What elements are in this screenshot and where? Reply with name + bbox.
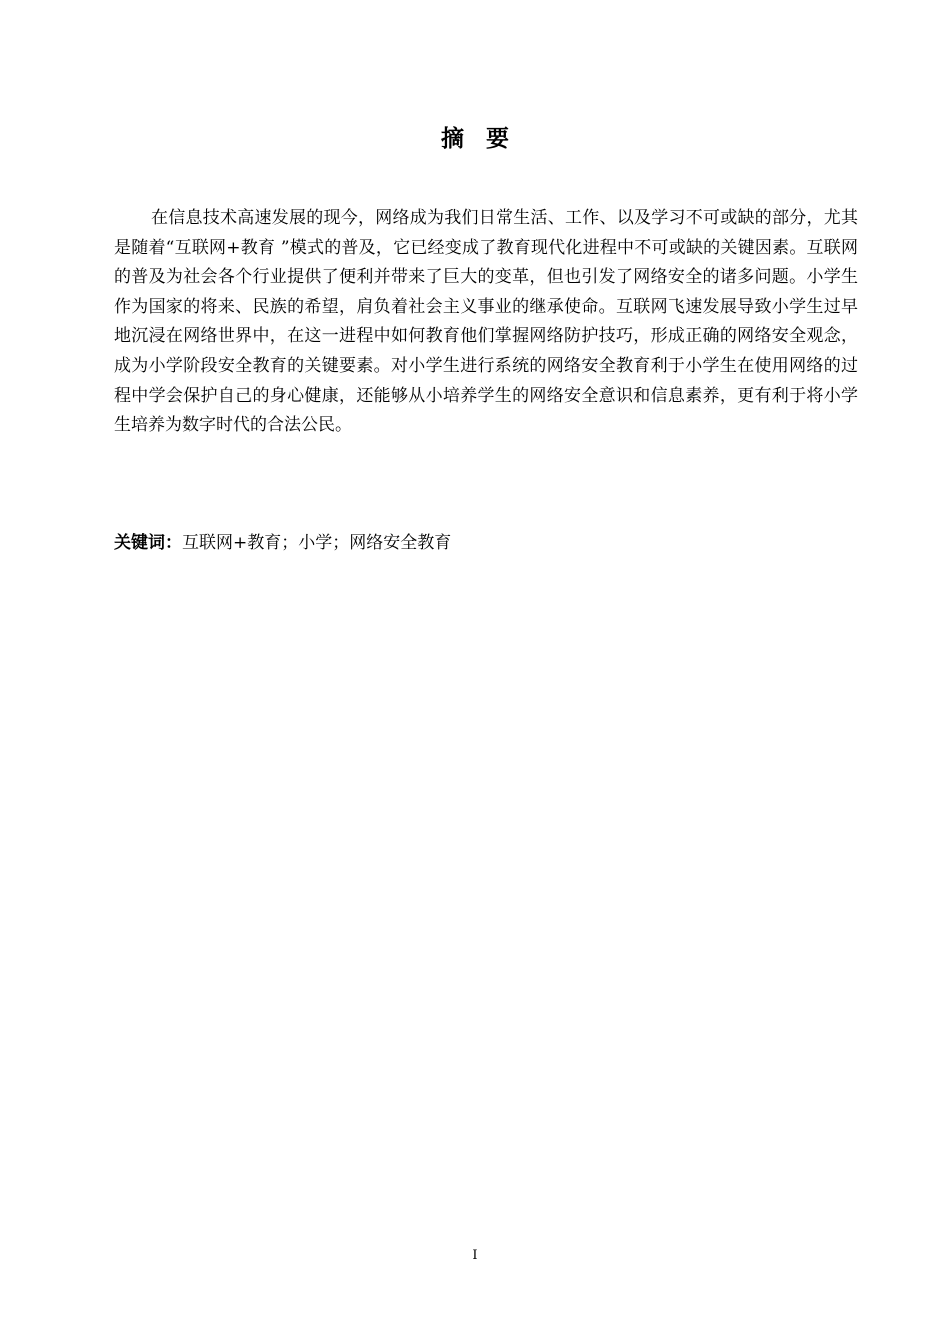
keywords-value: 互联网+教育；小学；网络安全教育 [182, 533, 452, 553]
keywords-label: 关键词： [114, 533, 182, 553]
page-title: 摘要 [441, 126, 531, 152]
abstract-paragraph: 在信息技术高速发展的现今，网络成为我们日常生活、工作、以及学习不可或缺的部分，尤其是随着“互联网+教育 ”模式的普及，它已经变成了教育现代化进程中不可或缺的关键因素。互联网的普及为社会各个行业提供了便利并带来了巨大的变革，但也引发了网络安全的诸多问题。小学生作为国家的将来、民族的希望，肩负着社会主义事业的继承使命。互联网飞速发展导致小学生过早地沉浸在网络世界中，在这一进程中如何教育他们掌握网络防护技巧，形成正确的网络安全观念，成为小学阶段安全教育的关键要素。对小学生进行系统的网络安全教育利于小学生在使用网络的过程中学会保护自己的身心健康，还能够从小培养学生的网络安全意识和信息素养，更有利于将小学生培养为数字时代的合法公民。 [114, 208, 858, 436]
keywords-line [114, 529, 858, 557]
page-number: I [472, 1248, 478, 1263]
